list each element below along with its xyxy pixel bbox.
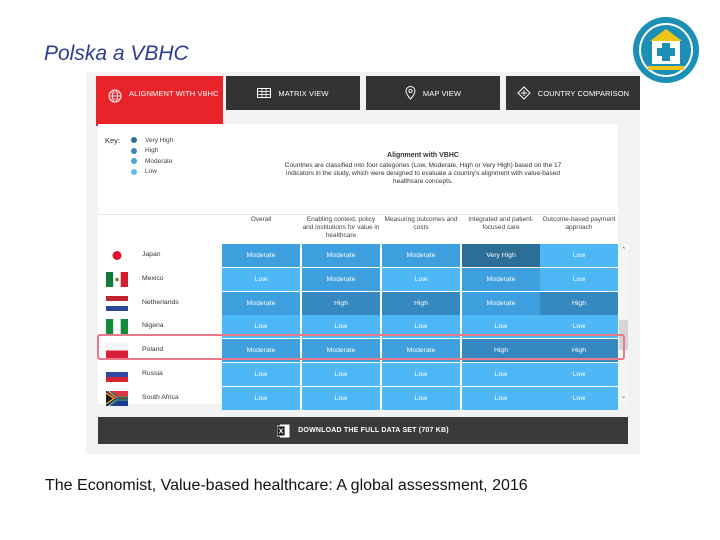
- column-header-measuring-outcomes: Measuring outcomes and costs: [384, 216, 458, 231]
- rating-cell[interactable]: Low: [382, 268, 461, 291]
- country-flag-icon: [106, 391, 128, 406]
- rating-cell[interactable]: Moderate: [382, 244, 461, 267]
- description-text: Countries are classified into four categories (Low, Moderate, High or Very High) based on the 17 indicators in the study, which were designed to evaluate a country's alignment with value-based healthcare concepts.: [284, 162, 562, 185]
- table-row[interactable]: [98, 244, 618, 267]
- svg-text:X: X: [278, 428, 284, 435]
- rating-cell[interactable]: Low: [540, 315, 619, 338]
- rating-cell[interactable]: Low: [540, 268, 619, 291]
- download-button[interactable]: [98, 417, 628, 444]
- slide-title: Polska a VBHC: [44, 42, 189, 65]
- university-logo: [632, 16, 700, 84]
- key-item-low: [131, 167, 173, 178]
- rating-cell[interactable]: High: [382, 292, 461, 315]
- table-row[interactable]: [98, 387, 618, 410]
- rating-cell[interactable]: Very High: [462, 244, 541, 267]
- key-label: Key:: [105, 136, 121, 145]
- key-dot: [131, 158, 137, 164]
- rating-cell[interactable]: Low: [302, 363, 381, 386]
- alignment-panel: [98, 124, 627, 404]
- key-item-moderate: [131, 156, 173, 167]
- rating-cell[interactable]: Low: [462, 315, 541, 338]
- tab-map-view[interactable]: [366, 76, 500, 110]
- country-name: Netherlands: [142, 298, 179, 306]
- key-item-label: Moderate: [145, 157, 173, 165]
- description: [278, 152, 568, 186]
- key-item-high: [131, 146, 173, 157]
- country-flag-icon: [106, 367, 128, 382]
- globe-icon: [108, 89, 122, 103]
- rating-cell[interactable]: Low: [540, 387, 619, 410]
- rating-cell[interactable]: Moderate: [462, 292, 541, 315]
- excel-icon: [277, 424, 290, 438]
- scroll-down-icon[interactable]: ⌄: [620, 393, 627, 400]
- column-header-payment-approach: Outcome-based payment approach: [542, 216, 616, 231]
- compare-icon: [517, 86, 531, 100]
- rating-cell[interactable]: High: [302, 292, 381, 315]
- rating-cell[interactable]: Moderate: [302, 339, 381, 362]
- rating-cell[interactable]: Low: [222, 315, 301, 338]
- rating-cell[interactable]: Low: [382, 363, 461, 386]
- rating-cell[interactable]: Low: [302, 387, 381, 410]
- divider: [98, 214, 618, 215]
- key-item-label: High: [145, 147, 159, 155]
- rating-cell[interactable]: Low: [302, 315, 381, 338]
- table-row[interactable]: [98, 268, 618, 291]
- download-label: DOWNLOAD THE FULL DATA SET (707 KB): [298, 427, 449, 434]
- map-pin-icon: [405, 86, 416, 100]
- country-name: Japan: [142, 251, 161, 258]
- rating-cell[interactable]: Moderate: [302, 268, 381, 291]
- key-legend: [131, 135, 173, 177]
- description-title: Alignment with VBHC: [387, 152, 459, 159]
- key-dot: [131, 148, 137, 154]
- country-flag-icon: [106, 319, 128, 334]
- rating-cell[interactable]: Low: [540, 363, 619, 386]
- country-name: Nigeria: [142, 322, 164, 330]
- rating-cell[interactable]: Low: [462, 363, 541, 386]
- key-dot: [131, 137, 137, 143]
- country-flag-icon: [106, 296, 128, 311]
- rating-cell[interactable]: Moderate: [462, 268, 541, 291]
- tab-label: ALIGNMENT WITH VBHC: [129, 89, 219, 98]
- key-item-label: Low: [145, 168, 157, 176]
- tab-label: MAP VIEW: [422, 88, 462, 98]
- rating-cell[interactable]: High: [462, 339, 541, 362]
- country-name: South Africa: [142, 393, 179, 401]
- source-caption: The Economist, Value-based healthcare: A global assessment, 2016: [45, 477, 528, 494]
- country-name: Russia: [142, 370, 163, 377]
- key-item-label: Very High: [145, 136, 174, 144]
- column-header-overall: Overall: [250, 216, 272, 223]
- rating-cell[interactable]: Low: [382, 315, 461, 338]
- rating-cell[interactable]: Low: [382, 387, 461, 410]
- rating-cell[interactable]: Moderate: [222, 339, 301, 362]
- rating-cell[interactable]: High: [540, 292, 619, 315]
- tab-alignment[interactable]: [96, 76, 223, 126]
- rating-cell[interactable]: High: [540, 339, 619, 362]
- tab-label: MATRIX VIEW: [278, 88, 329, 98]
- country-name: Mexico: [142, 274, 164, 282]
- rating-cell[interactable]: Moderate: [302, 244, 381, 267]
- tab-matrix-view[interactable]: [226, 76, 360, 110]
- poland-highlight-box: [97, 334, 625, 360]
- country-flag-icon: [106, 248, 128, 263]
- rating-cell[interactable]: Moderate: [222, 292, 301, 315]
- rating-cell[interactable]: Low: [222, 363, 301, 386]
- rating-cell[interactable]: Low: [540, 244, 619, 267]
- rating-cell[interactable]: Moderate: [222, 244, 301, 267]
- tab-label: COUNTRY COMPARISON: [537, 88, 630, 98]
- country-flag-icon: [106, 272, 128, 287]
- table-row[interactable]: [98, 363, 618, 386]
- table-icon: [257, 88, 271, 98]
- rating-cell[interactable]: Low: [222, 387, 301, 410]
- embedded-screenshot: [86, 72, 640, 454]
- column-header-integrated-care: Integrated and patient-focused care: [468, 216, 534, 231]
- rating-cell[interactable]: Low: [222, 268, 301, 291]
- country-name: Poland: [142, 346, 164, 354]
- tab-country-comparison[interactable]: [506, 76, 640, 110]
- rating-cell[interactable]: Moderate: [382, 339, 461, 362]
- key-dot: [131, 169, 137, 175]
- scroll-up-icon[interactable]: ⌃: [620, 247, 627, 254]
- column-header-enabling-context: Enabling context, policy and institutions for value in healthcare: [302, 216, 380, 239]
- key-item-very-high: [131, 135, 173, 146]
- rating-cell[interactable]: Low: [462, 387, 541, 410]
- table-row[interactable]: [98, 292, 618, 315]
